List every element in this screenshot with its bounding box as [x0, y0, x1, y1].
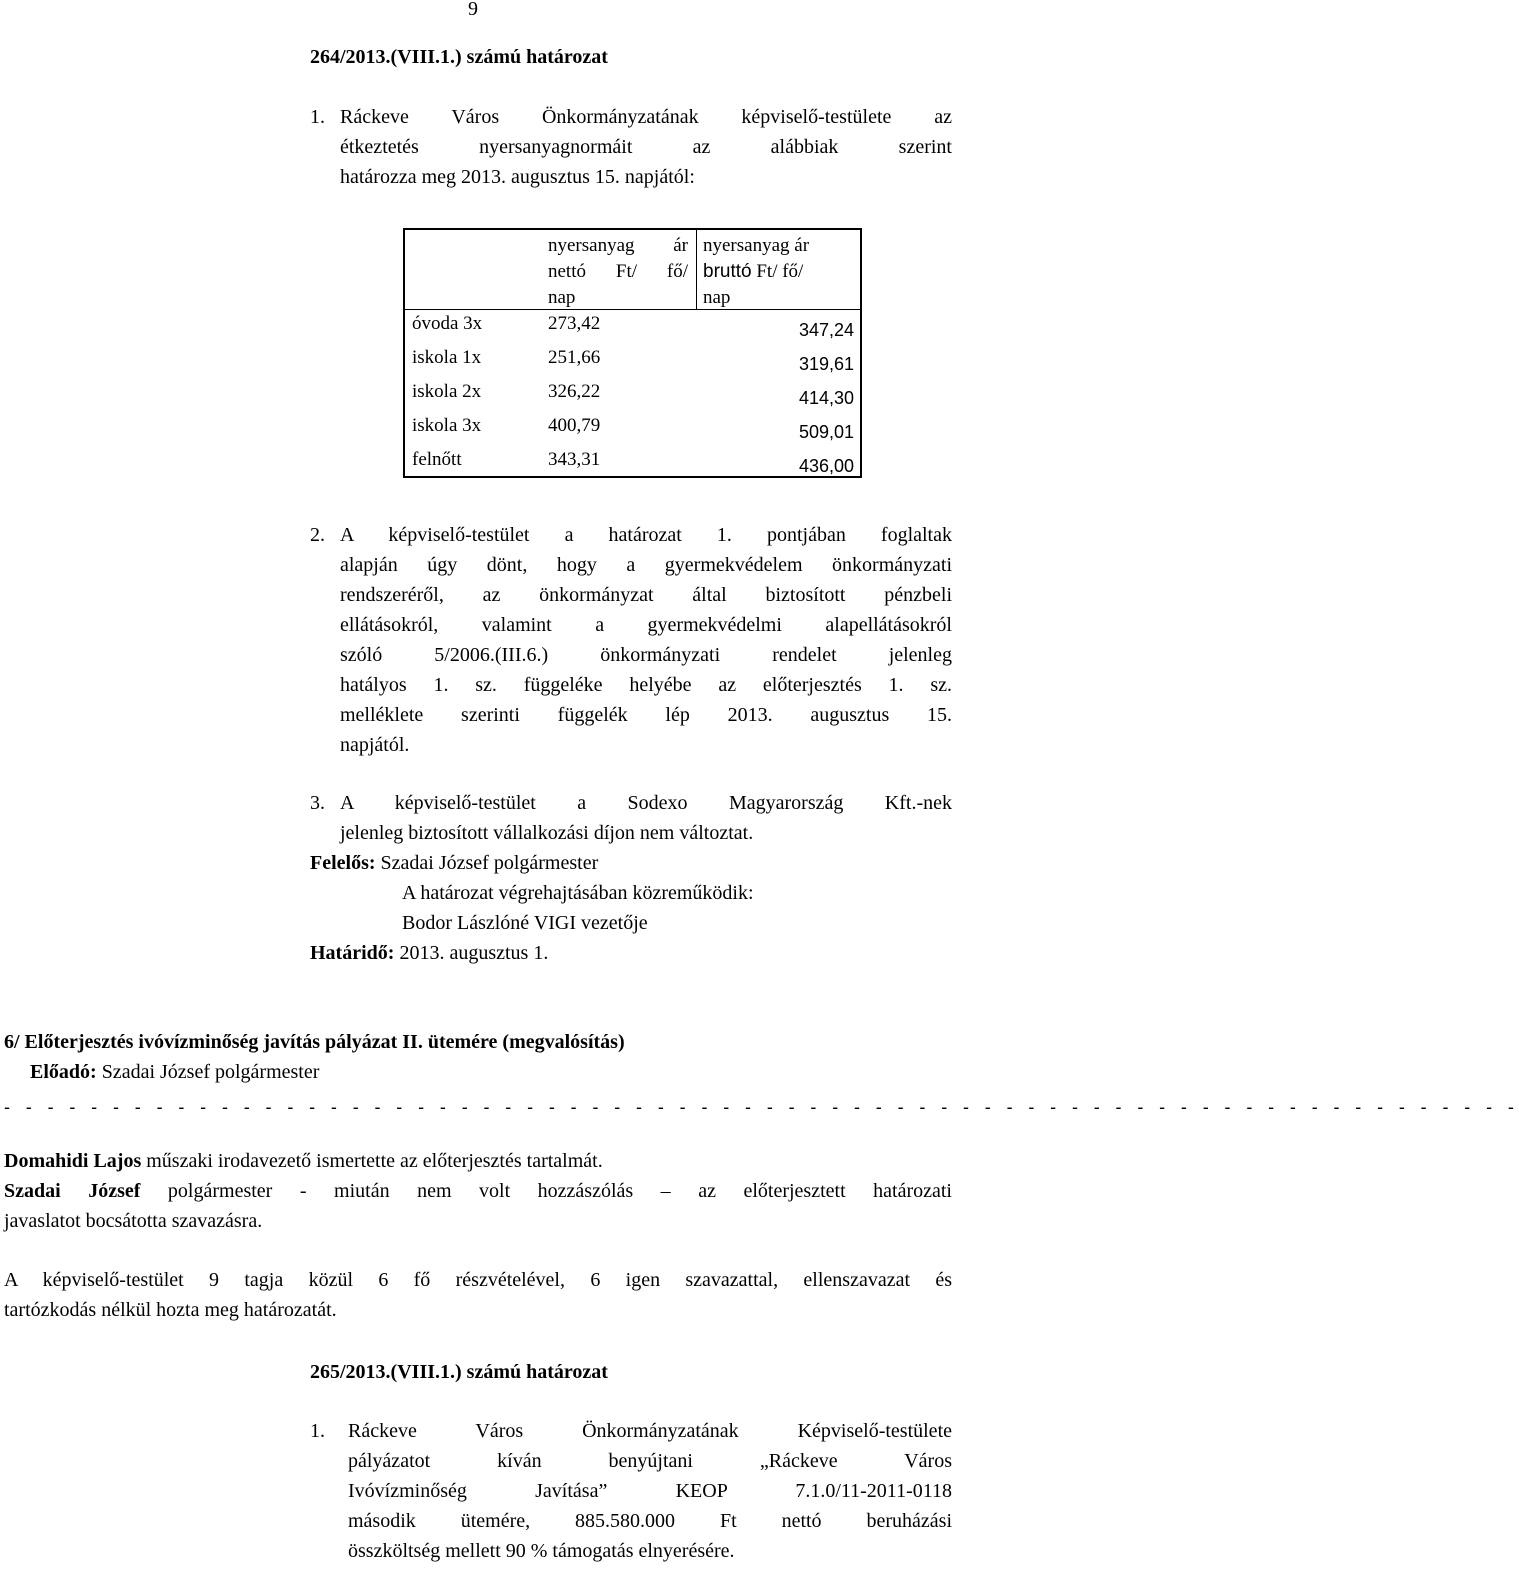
text-line: jelenleg biztosított vállalkozási díjon nem változtat.: [340, 822, 754, 844]
text-line: összköltség mellett 90 % támogatás elnyerésére.: [348, 1540, 735, 1562]
point-number: 2.: [310, 524, 325, 546]
text-line: ellátásokról, valamint a gyermekvédelmi alapellátásokról: [340, 614, 952, 636]
text-line: melléklete szerinti függelék lép 2013. augusztus 15.: [340, 704, 952, 726]
header-net: nyersanyag ár nettó Ft/ fő/ nap: [548, 235, 688, 308]
row-label: iskola 3x: [412, 415, 482, 436]
cooperating-person: Bodor Lászlóné VIGI vezetője: [402, 912, 648, 934]
text-line: A képviselő-testület a Sodexo Magyarország Kft.-nek: [340, 792, 952, 814]
row-label: óvoda 3x: [412, 313, 483, 334]
resolution-point-1: [310, 102, 952, 192]
row-gross: 319,61: [798, 354, 854, 374]
page-number: 9: [468, 0, 478, 20]
row-net: 326,22: [548, 381, 601, 402]
resolution-title: 264/2013.(VIII.1.) számú határozat: [310, 46, 608, 68]
resolution-point-3: [310, 788, 952, 848]
text-line: étkeztetés nyersanyagnormáit az alábbiak szerint: [340, 136, 952, 158]
row-net: 251,66: [548, 347, 601, 368]
row-label: felnőtt: [412, 449, 462, 470]
point-number: 3.: [310, 792, 325, 814]
raw-material-price-table: [403, 228, 862, 478]
responsible-line: Felelős: Szadai József polgármester: [310, 852, 599, 874]
point-number: 1.: [310, 106, 325, 128]
text-line: határozza meg 2013. augusztus 15. napjától:: [340, 166, 695, 188]
deadline-line: Határidő: 2013. augusztus 1.: [310, 942, 549, 964]
text-line: napjától.: [340, 734, 410, 756]
row-gross: 347,24: [798, 320, 854, 340]
text-line: Ráckeve Város Önkormányzatának Képviselő-testülete: [348, 1420, 952, 1442]
presenter-line: Előadó: Szadai József polgármester: [30, 1061, 320, 1083]
resolution-title-2: 265/2013.(VIII.1.) számú határozat: [310, 1361, 608, 1383]
row-net: 343,31: [548, 449, 601, 470]
cooperating-line: A határozat végrehajtásában közreműködik:: [402, 882, 754, 904]
text-line: pályázatot kíván benyújtani „Ráckeve Város: [348, 1450, 952, 1472]
intro-line: Domahidi Lajos műszaki irodavezető ismertette az előterjesztés tartalmát.: [4, 1150, 603, 1172]
dashed-separator: - - - - - - - - - - - - - - - - - - - - - - - - - - - - - - - - - - - - - - - - - - - - - - - - - - - - - - - - - - - - - - - - - - - - - -: [4, 1097, 1519, 1117]
text-line: szóló 5/2006.(III.6.) önkormányzati rendelet jelenleg: [340, 644, 952, 666]
agenda-item-title: 6/ Előterjesztés ivóvízminőség javítás pályázat II. ütemére (megvalósítás): [4, 1031, 625, 1053]
text-line: rendszeréről, az önkormányzat által biztosított pénzbeli: [340, 584, 952, 606]
text-line: alapján úgy dönt, hogy a gyermekvédelem önkormányzati: [340, 554, 952, 576]
row-gross: 414,30: [798, 388, 854, 408]
resolution-2-point-1: [310, 1416, 952, 1566]
text-line: Ráckeve Város Önkormányzatának képviselő-testülete az: [340, 106, 952, 128]
row-gross: 509,01: [798, 422, 854, 442]
text-line: Ivóvízminőség Javítása” KEOP 7.1.0/11-2011-0118: [348, 1480, 952, 1502]
row-label: iskola 2x: [412, 381, 482, 402]
header-gross: nyersanyag ár bruttó Ft/ fő/ nap: [703, 235, 810, 308]
resolution-point-2: [310, 520, 952, 760]
text-line: A képviselő-testület a határozat 1. pontjában foglaltak: [340, 524, 952, 546]
row-gross: 436,00: [798, 456, 854, 476]
row-net: 400,79: [548, 415, 601, 436]
mayor-paragraph: Szadai József polgármester - miután nem volt hozzászólás – az előterjesztett határozati javaslatot bocsátotta szavazásra.: [4, 1180, 952, 1232]
vote-paragraph: A képviselő-testület 9 tagja közül 6 fő részvételével, 6 igen szavazattal, ellenszavazat és tartózkodás nélkül hozta meg határozatát.: [4, 1269, 952, 1321]
row-net: 273,42: [548, 313, 601, 334]
point-number: 1.: [310, 1420, 325, 1442]
row-label: iskola 1x: [412, 347, 482, 368]
text-line: második ütemére, 885.580.000 Ft nettó beruházási: [348, 1510, 952, 1532]
text-line: hatályos 1. sz. függeléke helyébe az előterjesztés 1. sz.: [340, 674, 952, 696]
